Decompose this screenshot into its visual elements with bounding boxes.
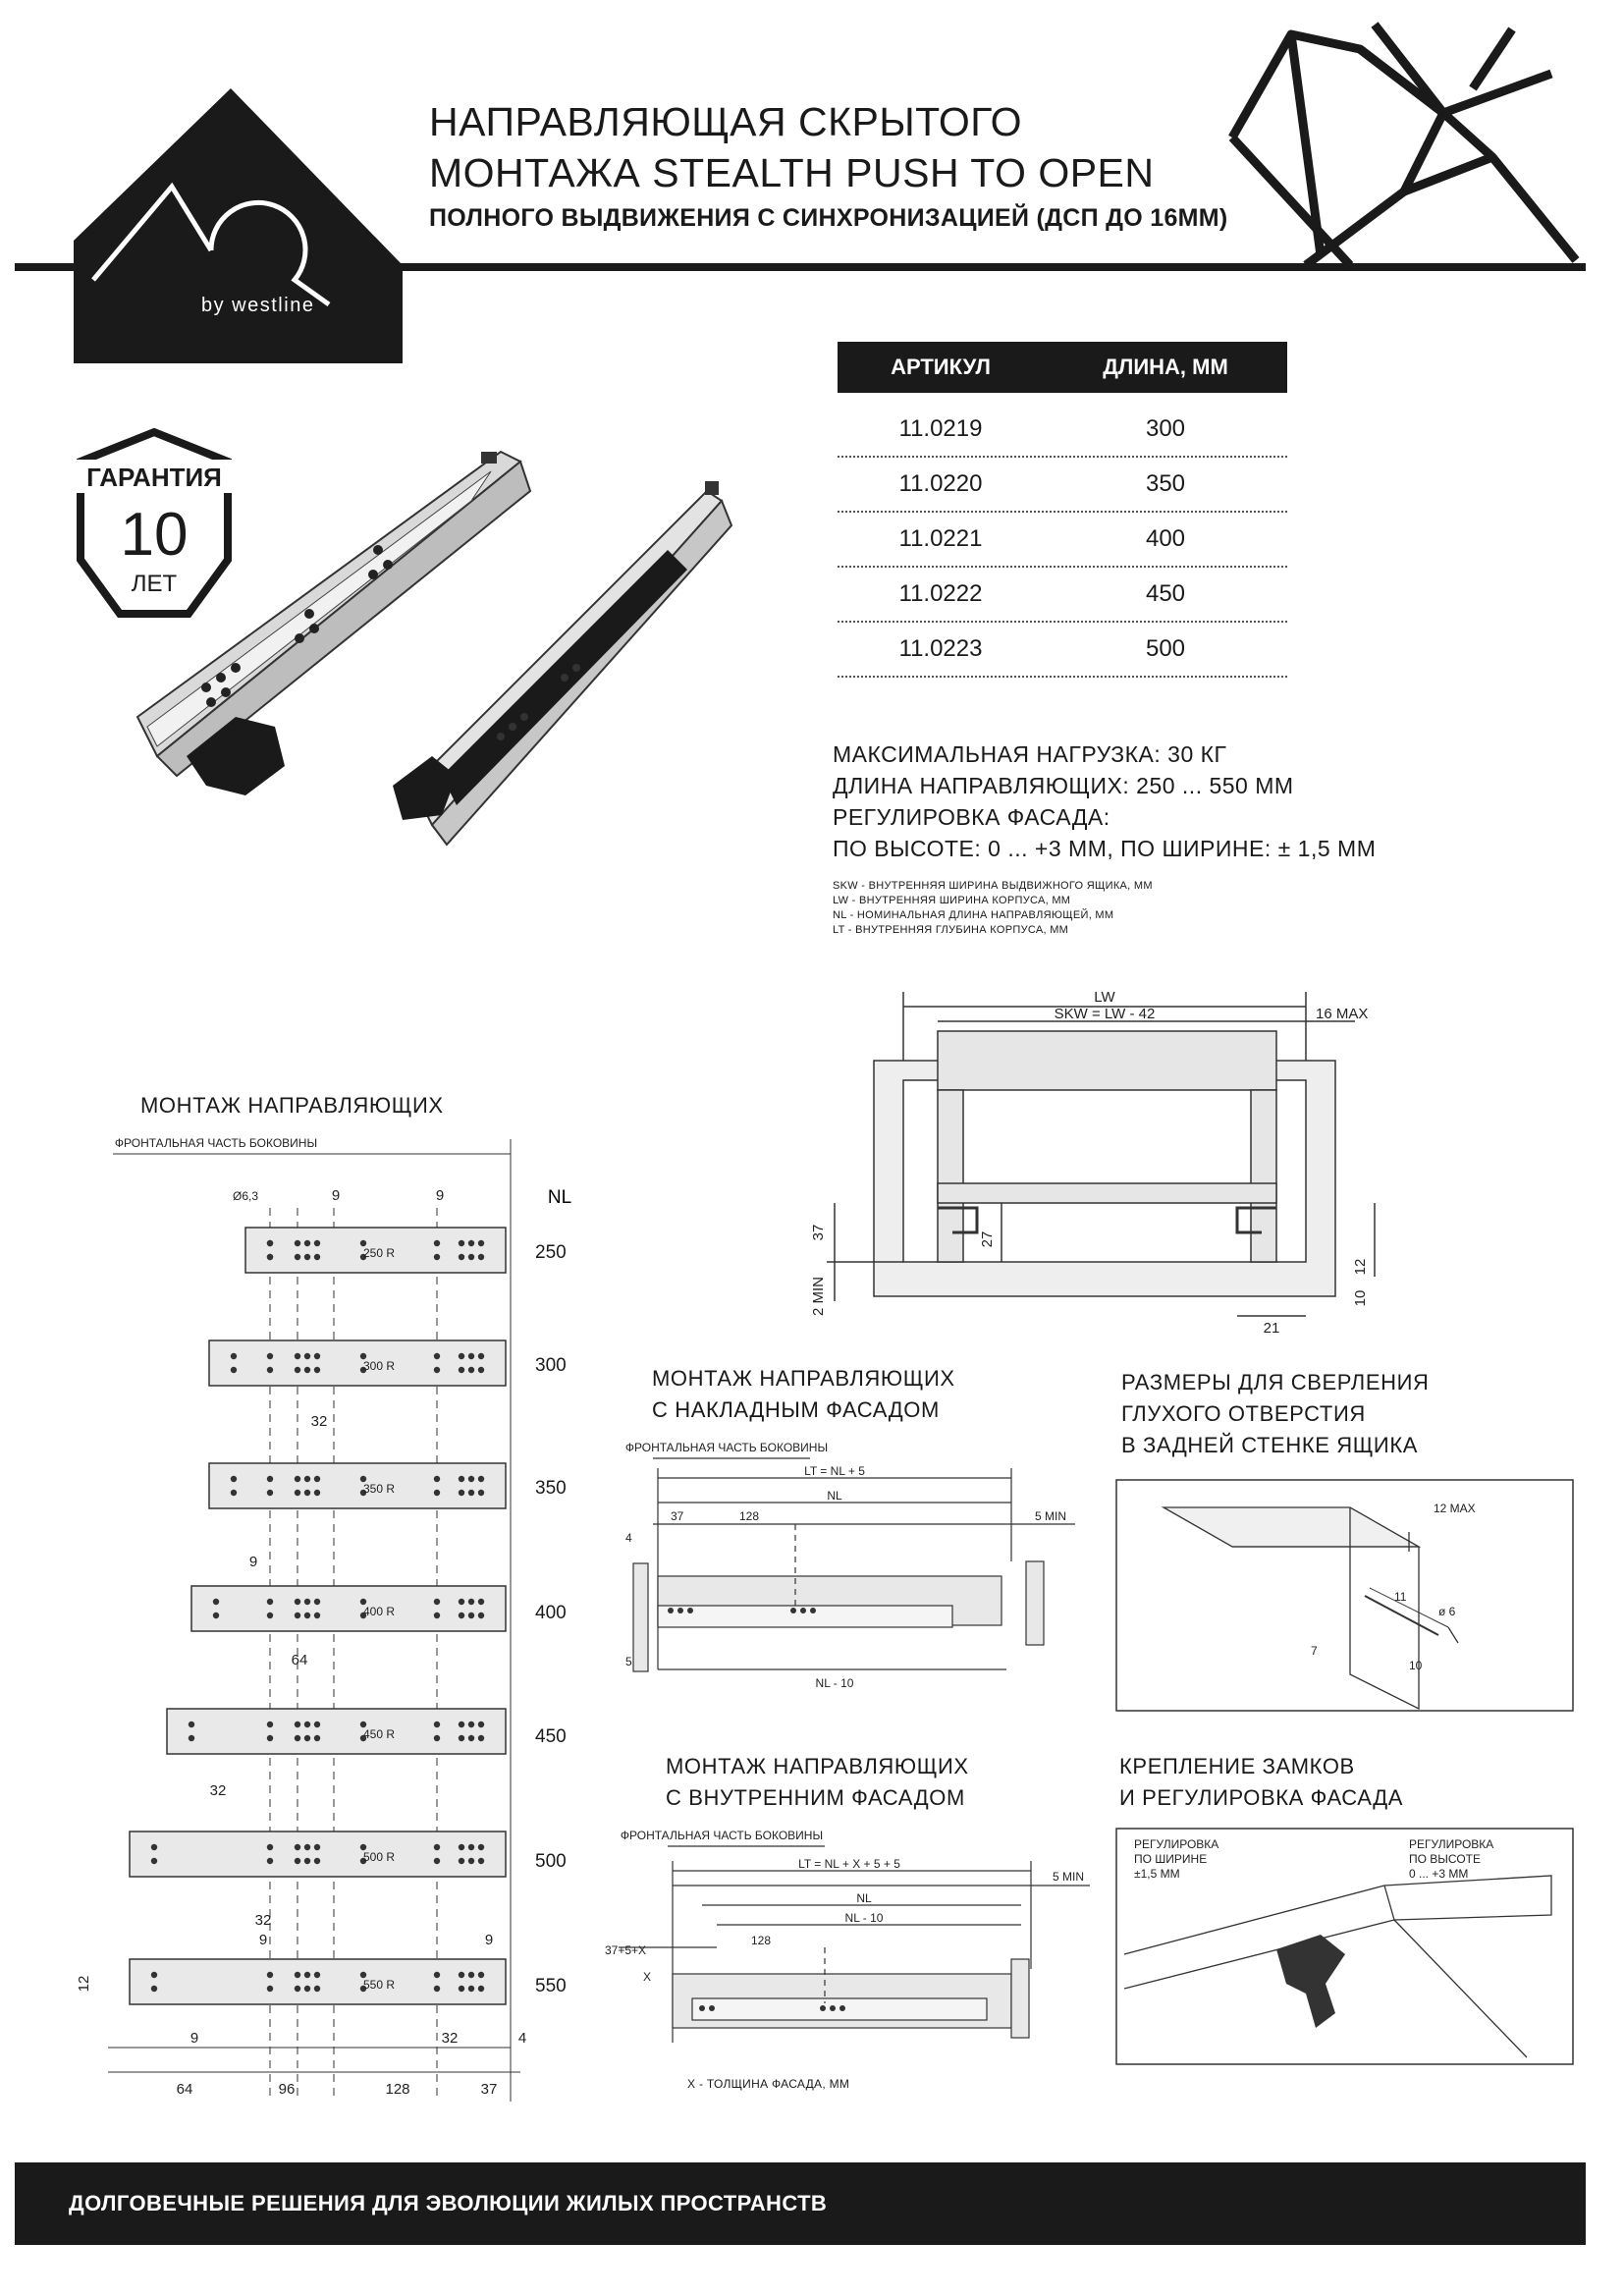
inset-front: ФРОНТАЛЬНАЯ ЧАСТЬ БОКОВИНЫ bbox=[620, 1829, 824, 1842]
inset-d128: 128 bbox=[750, 1934, 772, 1947]
table-header-article: АРТИКУЛ bbox=[891, 355, 991, 379]
table-header bbox=[838, 342, 1287, 393]
drill-diagram bbox=[1114, 1478, 1576, 1714]
lock-w1: РЕГУЛИРОВКА bbox=[1134, 1837, 1219, 1851]
table-row bbox=[838, 458, 1287, 513]
rail-label: 450 R bbox=[363, 1727, 396, 1741]
dim-9-b: 9 bbox=[435, 1187, 445, 1204]
title-line-2: МОНТАЖА STEALTH PUSH TO OPEN bbox=[429, 150, 1155, 195]
dim-9-a: 9 bbox=[331, 1187, 341, 1204]
mount-nl-6: 550 bbox=[535, 1976, 567, 1996]
drill-d6: ø 6 bbox=[1438, 1605, 1456, 1618]
drill-title-2: ГЛУХОГО ОТВЕРСТИЯ bbox=[1121, 1401, 1366, 1426]
warranty-top: ГАРАНТИЯ bbox=[86, 463, 222, 492]
drill-title-1: РАЗМЕРЫ ДЛЯ СВЕРЛЕНИЯ bbox=[1121, 1370, 1430, 1394]
cell-length: 450 bbox=[1145, 580, 1186, 607]
overlay-diagram bbox=[614, 1434, 1085, 1699]
rail-2 bbox=[209, 1463, 506, 1508]
dim-2min: 2 MIN bbox=[810, 1276, 827, 1317]
drill-title-3: В ЗАДНЕЙ СТЕНКЕ ЯЩИКА bbox=[1121, 1433, 1419, 1457]
lock-h1: РЕГУЛИРОВКА bbox=[1409, 1837, 1494, 1851]
rail-6 bbox=[130, 1959, 506, 2004]
legend-lw: LW - ВНУТРЕННЯЯ ШИРИНА КОРПУСА, ММ bbox=[833, 895, 1071, 906]
rail-label: 500 R bbox=[363, 1850, 396, 1864]
dim-10: 10 bbox=[1352, 1289, 1369, 1307]
dim-32-c: 32 bbox=[254, 1912, 272, 1929]
rail-label: 300 R bbox=[363, 1359, 396, 1373]
cell-article: 11.0219 bbox=[898, 415, 983, 442]
rail-label: 400 R bbox=[363, 1605, 396, 1618]
dim-lw: LW bbox=[1094, 989, 1115, 1006]
inset-title bbox=[666, 1751, 969, 1814]
rail-3 bbox=[191, 1586, 506, 1631]
dim-27: 27 bbox=[979, 1230, 996, 1248]
table-row bbox=[838, 568, 1287, 623]
inset-note: X - ТОЛЩИНА ФАСАДА, ММ bbox=[687, 2077, 850, 2091]
rail-label: 350 R bbox=[363, 1482, 396, 1496]
lock-w3: ±1,5 ММ bbox=[1134, 1867, 1180, 1881]
table-row bbox=[838, 623, 1287, 678]
cell-article: 11.0222 bbox=[898, 580, 983, 607]
overlay-title bbox=[652, 1363, 955, 1426]
footer bbox=[15, 2162, 1586, 2245]
lock-title-2: И РЕГУЛИРОВКА ФАСАДА bbox=[1119, 1785, 1404, 1810]
dim-9-f: 9 bbox=[189, 2030, 199, 2047]
table-row bbox=[838, 513, 1287, 568]
dim-9-d: 9 bbox=[258, 1932, 268, 1948]
dim-skw: SKW = LW - 42 bbox=[1054, 1006, 1156, 1022]
drill-d10: 10 bbox=[1409, 1659, 1423, 1672]
mount-nl-2: 350 bbox=[535, 1478, 567, 1499]
drill-d11: 11 bbox=[1394, 1590, 1407, 1604]
brand-subtitle: by westline bbox=[201, 295, 315, 316]
mount-front-label: ФРОНТАЛЬНАЯ ЧАСТЬ БОКОВИНЫ bbox=[114, 1136, 318, 1150]
rail-label: 250 R bbox=[363, 1246, 396, 1260]
overlay-title-1: МОНТАЖ НАПРАВЛЯЮЩИХ bbox=[652, 1366, 955, 1391]
mount-nl-1: 300 bbox=[535, 1355, 567, 1376]
overlay-nl: NL bbox=[827, 1489, 842, 1503]
product-image bbox=[118, 432, 746, 864]
dim-21: 21 bbox=[1263, 1320, 1280, 1337]
dim-d63: Ø6,3 bbox=[232, 1189, 259, 1203]
legend-lt: LT - ВНУТРЕННЯЯ ГЛУБИНА КОРПУСА, ММ bbox=[833, 924, 1069, 936]
mount-nl-3: 400 bbox=[535, 1603, 567, 1623]
rail-label: 550 R bbox=[363, 1978, 396, 1992]
cell-article: 11.0223 bbox=[898, 635, 983, 662]
overlay-5min: 5 MIN bbox=[1034, 1509, 1067, 1523]
cell-length: 300 bbox=[1145, 415, 1186, 442]
legend bbox=[833, 879, 1153, 938]
rail-1 bbox=[209, 1340, 506, 1386]
cell-article: 11.0220 bbox=[898, 470, 983, 497]
inset-diagram bbox=[599, 1822, 1100, 2097]
cross-section-diagram bbox=[805, 982, 1414, 1345]
footer-text: ДОЛГОВЕЧНЫЕ РЕШЕНИЯ ДЛЯ ЭВОЛЮЦИИ ЖИЛЫХ ПРОСТРАНСТВ bbox=[69, 2191, 828, 2215]
overlay-d128: 128 bbox=[739, 1509, 760, 1523]
lock-h3: 0 ... +3 ММ bbox=[1409, 1867, 1469, 1881]
lock-title bbox=[1119, 1751, 1403, 1814]
title-line-1: НАПРАВЛЯЮЩАЯ СКРЫТОГО bbox=[429, 99, 1023, 144]
overlay-d37: 37 bbox=[671, 1509, 684, 1523]
warranty-bottom: ЛЕТ bbox=[131, 571, 178, 597]
dim-37: 37 bbox=[480, 2081, 498, 2098]
inset-nl10: NL - 10 bbox=[844, 1911, 884, 1925]
article-table bbox=[838, 403, 1287, 678]
dim-64-b: 64 bbox=[176, 2081, 193, 2098]
cell-article: 11.0221 bbox=[898, 525, 983, 552]
spec-max-load: МАКСИМАЛЬНАЯ НАГРУЗКА: 30 КГ bbox=[833, 741, 1227, 767]
subtitle: ПОЛНОГО ВЫДВИЖЕНИЯ С СИНХРОНИЗАЦИЕЙ (ДСП ДО 16ММ) bbox=[429, 204, 1228, 232]
inset-title-2: С ВНУТРЕННИМ ФАСАДОМ bbox=[666, 1785, 965, 1810]
spec-rail-length: ДЛИНА НАПРАВЛЯЮЩИХ: 250 ... 550 ММ bbox=[833, 773, 1294, 798]
cell-length: 500 bbox=[1145, 635, 1186, 662]
dim-37: 37 bbox=[810, 1224, 827, 1241]
dim-16max: 16 MAX bbox=[1316, 1006, 1369, 1022]
table-row bbox=[838, 403, 1287, 458]
overlay-title-2: С НАКЛАДНЫМ ФАСАДОМ bbox=[652, 1397, 940, 1422]
spec-adjust-title: РЕГУЛИРОВКА ФАСАДА: bbox=[833, 804, 1110, 830]
dim-128: 128 bbox=[385, 2081, 410, 2098]
dim-96: 96 bbox=[278, 2081, 296, 2098]
geometric-decoration-icon bbox=[1232, 25, 1576, 265]
drill-max: 12 MAX bbox=[1434, 1502, 1476, 1515]
overlay-d4: 4 bbox=[625, 1531, 632, 1545]
rail-0 bbox=[245, 1228, 506, 1273]
dim-9-e: 9 bbox=[484, 1932, 494, 1948]
spec-adjust-values: ПО ВЫСОТЕ: 0 ... +3 ММ, ПО ШИРИНЕ: ± 1,5 ММ bbox=[833, 836, 1377, 861]
legend-skw: SKW - ВНУТРЕННЯЯ ШИРИНА ВЫДВИЖНОГО ЯЩИКА, ММ bbox=[833, 880, 1153, 892]
legend-nl: NL - НОМИНАЛЬНАЯ ДЛИНА НАПРАВЛЯЮЩЕЙ, ММ bbox=[833, 909, 1114, 921]
specifications bbox=[833, 738, 1376, 864]
inset-x: X bbox=[643, 1970, 652, 1984]
dim-64-a: 64 bbox=[291, 1652, 308, 1668]
mount-title: МОНТАЖ НАПРАВЛЯЮЩИХ bbox=[140, 1093, 444, 1118]
dim-12-v: 12 bbox=[76, 1975, 92, 1993]
dim-12: 12 bbox=[1352, 1258, 1369, 1276]
logo-diamond bbox=[74, 88, 403, 363]
lock-diagram bbox=[1114, 1827, 1576, 2067]
inset-d375x: 37+5+X bbox=[605, 1943, 647, 1957]
cell-length: 400 bbox=[1145, 525, 1186, 552]
lock-title-1: КРЕПЛЕНИЕ ЗАМКОВ bbox=[1119, 1754, 1355, 1778]
dim-32-a: 32 bbox=[310, 1413, 328, 1430]
inset-title-1: МОНТАЖ НАПРАВЛЯЮЩИХ bbox=[666, 1754, 969, 1778]
mount-nl-4: 450 bbox=[535, 1726, 567, 1747]
mount-nl-0: 250 bbox=[535, 1242, 567, 1263]
table-header-length: ДЛИНА, ММ bbox=[1103, 355, 1228, 379]
cell-length: 350 bbox=[1145, 470, 1186, 497]
mount-nl-header: NL bbox=[547, 1187, 572, 1208]
inset-lt: LT = NL + X + 5 + 5 bbox=[798, 1857, 900, 1871]
drill-title bbox=[1121, 1367, 1430, 1461]
mount-nl-5: 500 bbox=[535, 1851, 567, 1872]
warranty-number: 10 bbox=[120, 501, 189, 569]
dim-32-b: 32 bbox=[209, 1782, 227, 1799]
inset-nl: NL bbox=[856, 1891, 872, 1905]
dim-32-d: 32 bbox=[441, 2030, 459, 2047]
overlay-front: ФРОНТАЛЬНАЯ ЧАСТЬ БОКОВИНЫ bbox=[624, 1441, 829, 1454]
rail-4 bbox=[167, 1709, 506, 1754]
drill-d7: 7 bbox=[1311, 1644, 1318, 1658]
inset-5min: 5 MIN bbox=[1052, 1870, 1085, 1884]
dim-4: 4 bbox=[517, 2030, 527, 2047]
overlay-nl10: NL - 10 bbox=[815, 1676, 854, 1690]
overlay-d5: 5 bbox=[625, 1655, 632, 1668]
dim-9-c: 9 bbox=[248, 1554, 258, 1570]
lock-h2: ПО ВЫСОТЕ bbox=[1409, 1852, 1481, 1866]
lock-w2: ПО ШИРИНЕ bbox=[1134, 1852, 1208, 1866]
overlay-lt: LT = NL + 5 bbox=[804, 1464, 865, 1478]
rail-5 bbox=[130, 1831, 506, 1877]
